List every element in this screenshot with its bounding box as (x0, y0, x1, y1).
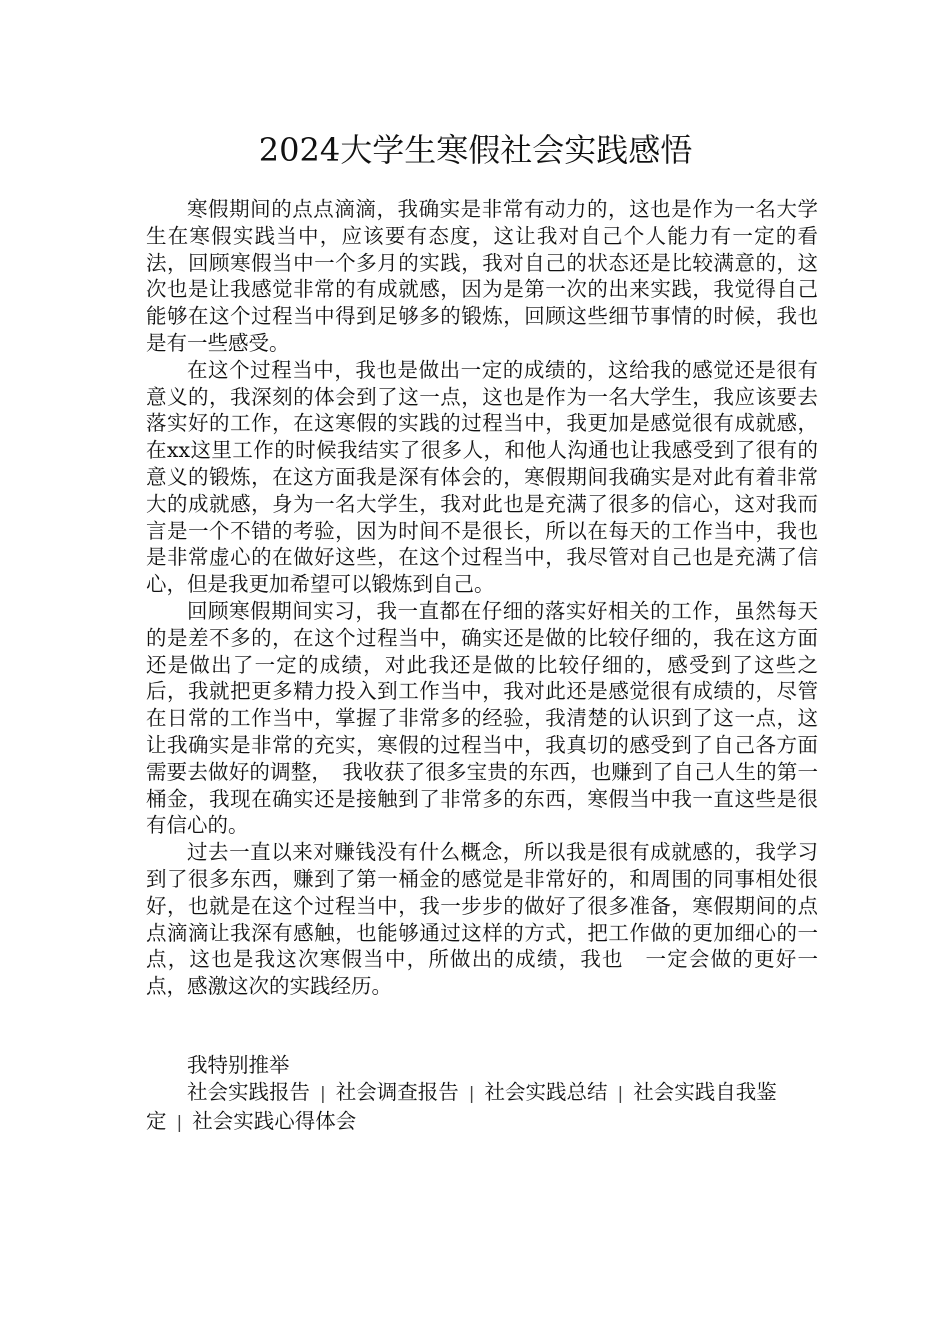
document-page (146, 0, 818, 1137)
paragraph-3: 回顾寒假期间实习，我一直都在仔细的落实好相关的工作，虽然每天的是差不多的，在这个过程当中，确实还是做的比较仔细的，我在这方面还是做出了一定的成绩，对此我还是做的比较仔细的，感受到了这些之后，我就把更多精力投入到工作当中，我对此还是感觉很有成绩的，尽管在日常的工作当中，掌握了非常多的经验，我清楚的认识到了这一点，这让我确实是非常的充实，寒假的过程当中，我真切的感受到了自己各方面需要去做好的调整， 我收获了很多宝贵的东西，也赚到了自己人生的第一桶金，我现在确实还是接触到了非常多的东西，寒假当中我一直这些是很有信心的。 (146, 598, 818, 838)
link-social-practice-summary[interactable]: 社会实践总结 (484, 1079, 608, 1104)
link-social-practice-self-appraisal[interactable]: 社会实践自我鉴定 (146, 1079, 777, 1133)
page-title: 2024大学生寒假社会实践感悟 (258, 131, 693, 169)
link-separator: | (468, 1083, 475, 1104)
paragraph-4: 过去一直以来对赚钱没有什么概念，所以我是很有成就感的，我学习到了很多东西，赚到了第一桶金的感觉是非常好的，和周围的同事相处很好，也就是在这个过程当中，我一步步的做好了很多准备，寒假期间的点点滴滴让我深有感触，也能够通过这样的方式，把工作做的更加细心的一点，这也是我这次寒假当中，所做出的成绩，我也 一定会做的更好一点，感激这次的实践经历。 (146, 840, 818, 999)
link-social-practice-report[interactable]: 社会实践报告 (187, 1079, 310, 1104)
recommend-links (146, 1079, 818, 1137)
paragraph-2: 在这个过程当中，我也是做出一定的成绩的，这给我的感觉还是很有意义的，我深刻的体会到了这一点，这也是作为一名大学生，我应该要去落实好的工作，在这寒假的实践的过程当中，我更加是感觉很有成就感，在xx这里工作的时候我结实了很多人，和他人沟通也让我感受到了很有的意义的锻炼，在这方面我是深有体会的，寒假期间我确实是对此有着非常大的成就感，身为一名大学生，我对此也是充满了很多的信心，这对我而言是一个不错的考验，因为时间不是很长，所以在每天的工作当中，我也是非常虚心的在做好这些，在这个过程当中，我尽管对自己也是充满了信心，但是我更加希望可以锻炼到自己。 (146, 357, 818, 597)
link-social-survey-report[interactable]: 社会调查报告 (335, 1079, 459, 1104)
link-separator: | (176, 1112, 183, 1133)
recommend-heading: 我特别推举 (187, 1052, 290, 1077)
recommend-section (146, 1052, 818, 1137)
paragraph-1: 寒假期间的点点滴滴，我确实是非常有动力的，这也是作为一名大学生在寒假实践当中，应该要有态度，这让我对自己个人能力有一定的看法，回顾寒假当中一个多月的实践，我对自己的状态还是比较满意的，这次也是让我感觉非常的有成就感，因为是第一次的出来实践，我觉得自己能够在这个过程当中得到足够多的锻炼，回顾这些细节事情的时候，我也是有一些感受。 (146, 197, 818, 355)
link-separator: | (320, 1083, 326, 1104)
link-social-practice-reflections[interactable]: 社会实践心得体会 (192, 1108, 357, 1133)
link-separator: | (617, 1083, 624, 1104)
article-body (146, 196, 818, 1000)
